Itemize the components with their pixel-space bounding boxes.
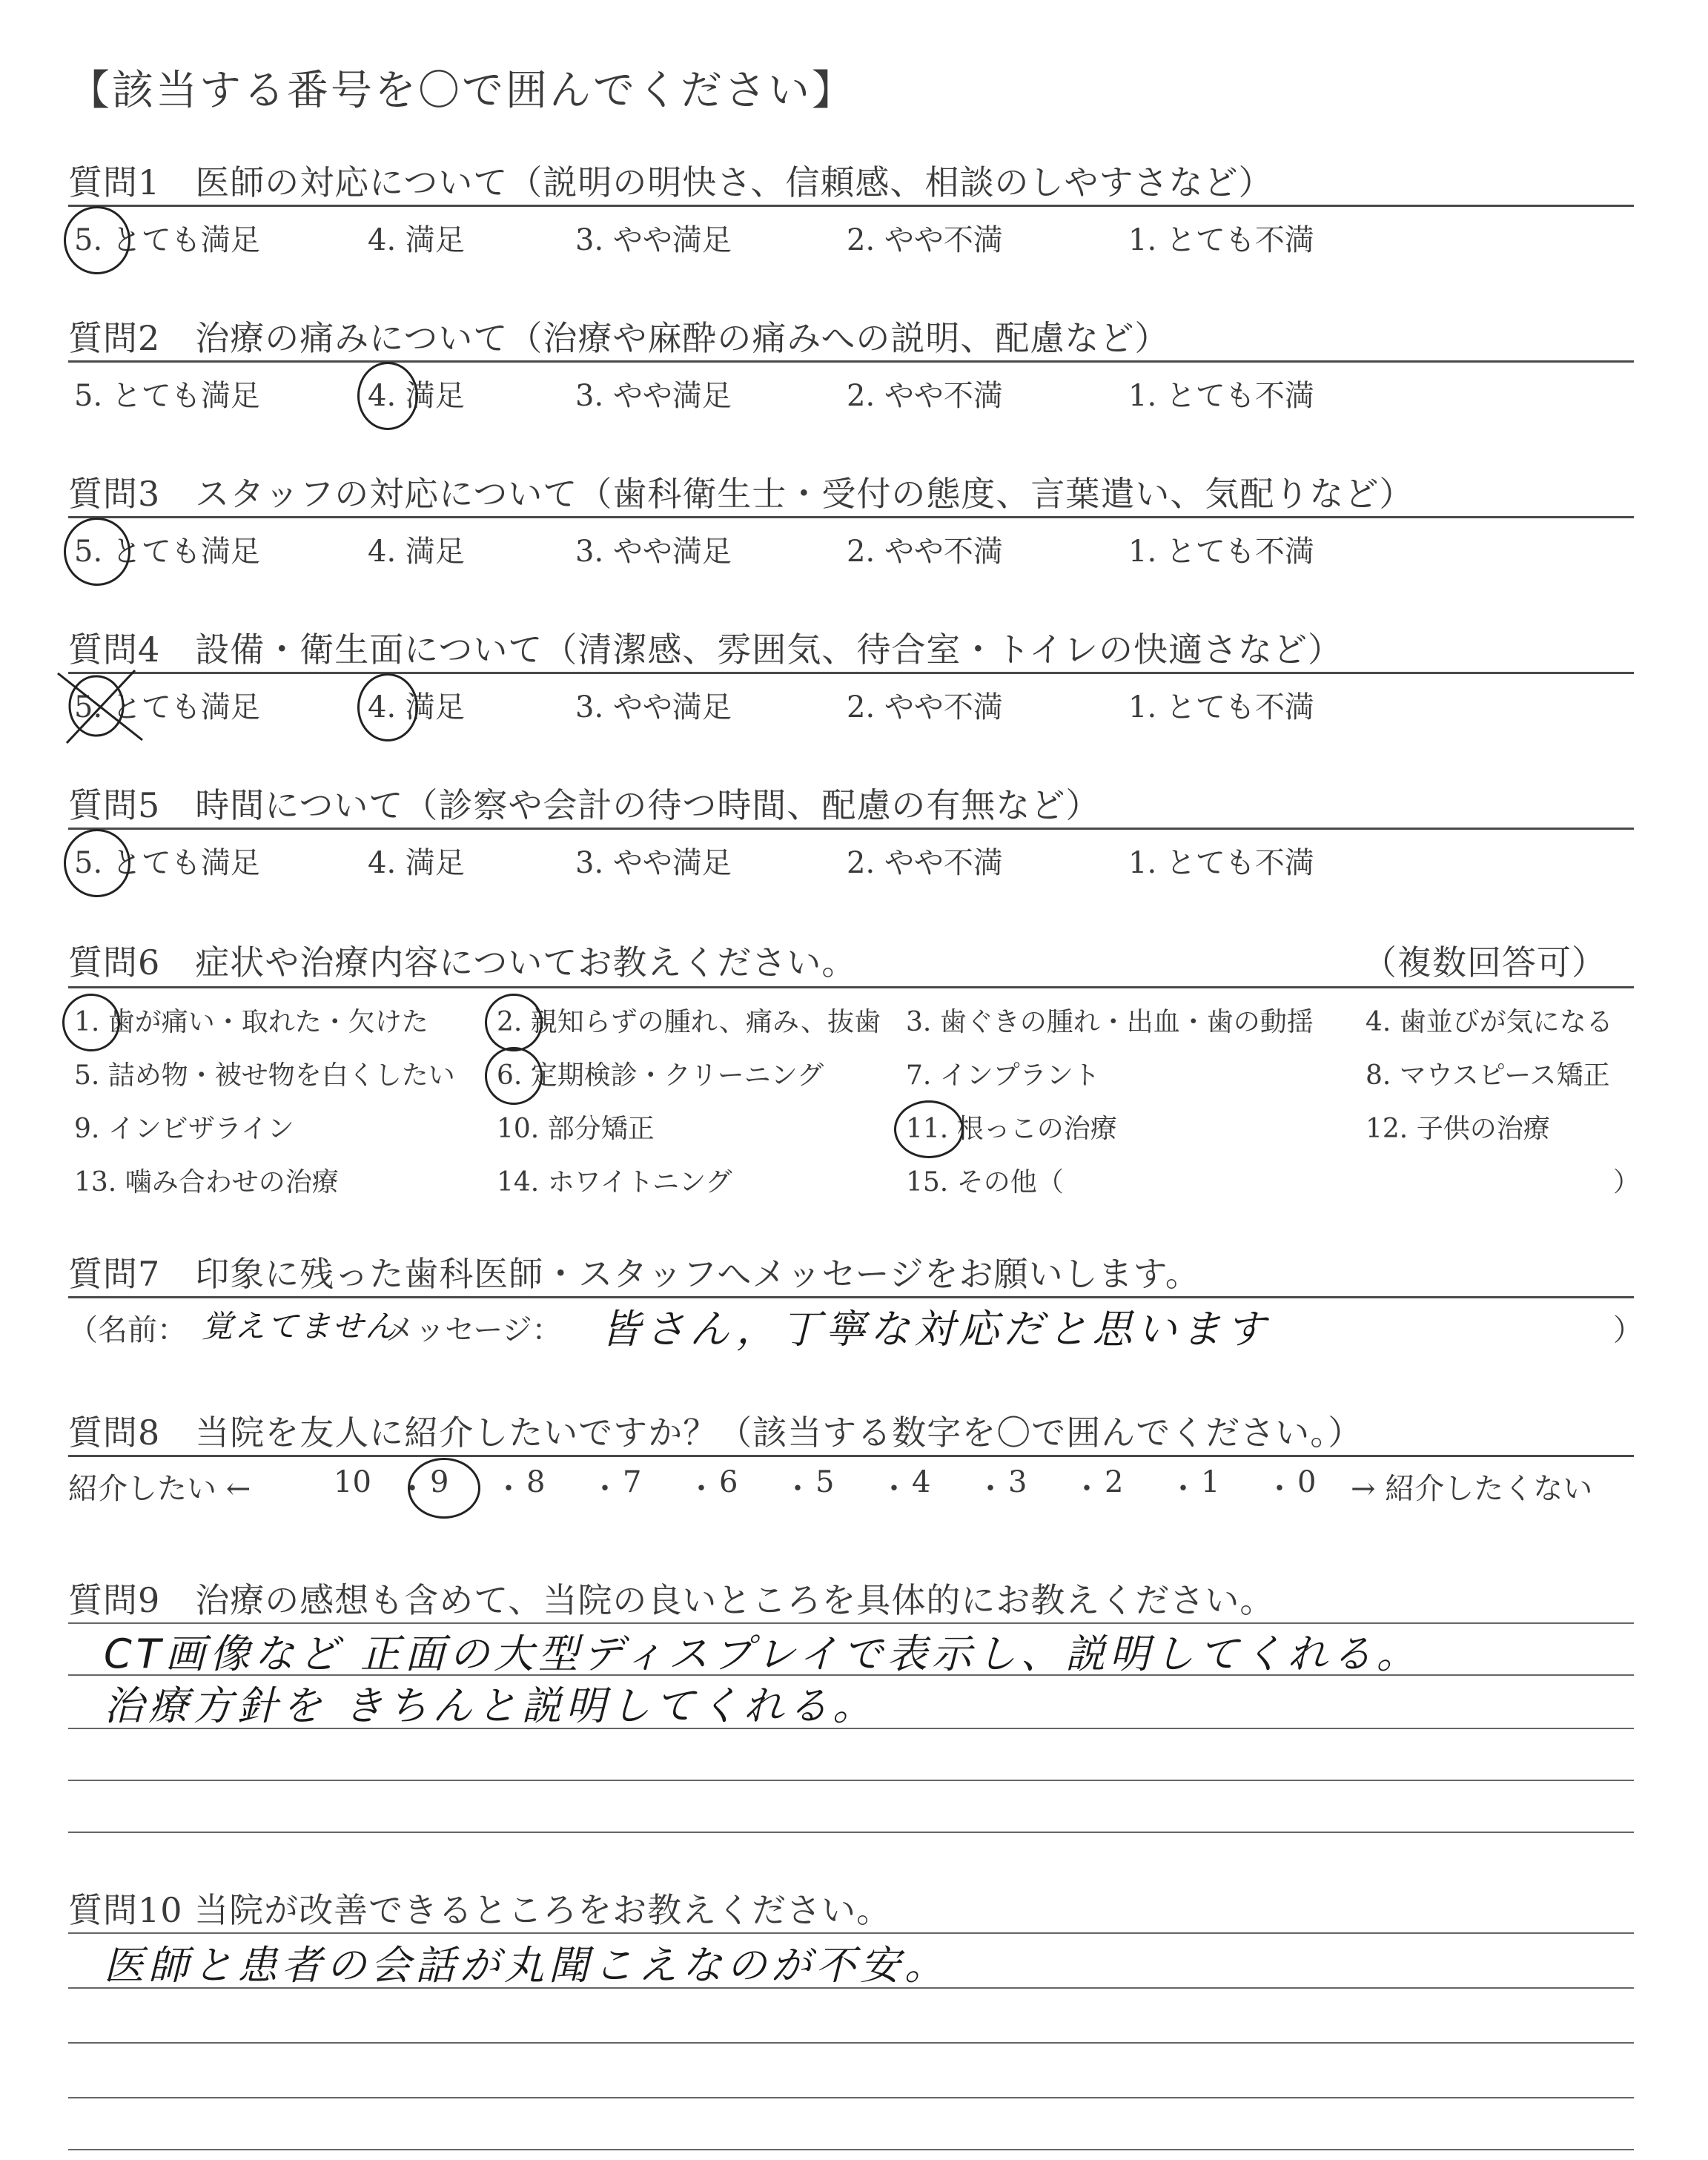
q8-scale-3[interactable]: 3 — [1008, 1465, 1027, 1499]
q2-option-5[interactable]: 5. とても満足 — [74, 379, 260, 413]
q6-selected-circle-1 — [62, 994, 120, 1051]
q6-option-11[interactable]: 11. 根っこの治療 — [906, 1114, 1117, 1144]
q8-scale-dot: ・ — [1072, 1472, 1102, 1506]
q6-option-15[interactable]: 15. その他（ — [906, 1167, 1064, 1198]
q8-title: 質問8 当院を友人に紹介したいですか？（該当する数字を〇で囲んでください。） — [68, 1413, 1363, 1453]
q7-name-value[interactable]: 覚えてません — [202, 1308, 398, 1344]
q6-option-5[interactable]: 5. 詰め物・被せ物を白くしたい — [74, 1060, 455, 1091]
q8-rule — [68, 1455, 1634, 1457]
q8-scale-dot: ・ — [1265, 1472, 1294, 1506]
q5-option-3[interactable]: 3. やや満足 — [575, 846, 732, 880]
q5-selected-circle — [64, 829, 130, 897]
q8-scale-7[interactable]: 7 — [623, 1465, 642, 1499]
q8-scale-dot: ・ — [976, 1472, 1005, 1506]
q1-option-5[interactable]: 5. とても満足 — [74, 223, 260, 257]
q10-title: 質問10 当院が改善できるところをお教えください。 — [68, 1890, 892, 1930]
q8-scale-6[interactable]: 6 — [719, 1465, 738, 1499]
q2-option-1[interactable]: 1. とても不満 — [1128, 379, 1314, 413]
q6-selected-circle-2 — [485, 994, 543, 1051]
q1-option-3[interactable]: 3. やや満足 — [575, 223, 732, 257]
q2-selected-circle — [357, 362, 418, 430]
q3-option-3[interactable]: 3. やや満足 — [575, 535, 732, 569]
q2-title: 質問2 治療の痛みについて（治療や麻酔の痛みへの説明、配慮など） — [68, 318, 1170, 358]
q4-option-3[interactable]: 3. やや満足 — [575, 690, 732, 724]
q8-scale-2[interactable]: 2 — [1105, 1465, 1124, 1499]
q4-title: 質問4 設備・衛生面について（清潔感、雰囲気、待合室・トイレの快適さなど） — [68, 630, 1343, 670]
q8-left-label: 紹介したい ← — [68, 1472, 251, 1506]
q3-rule — [68, 516, 1634, 518]
q6-option-9[interactable]: 9. インビザライン — [74, 1114, 294, 1144]
q4-option-5[interactable]: 5. とても満足 — [74, 690, 260, 724]
q2-option-3[interactable]: 3. やや満足 — [575, 379, 732, 413]
q8-scale-0[interactable]: 0 — [1297, 1465, 1317, 1499]
q3-option-4[interactable]: 4. 満足 — [368, 535, 465, 569]
q6-option-14[interactable]: 14. ホワイトニング — [497, 1167, 732, 1198]
q10-answer-rule — [68, 2042, 1634, 2044]
q9-answer-line-2[interactable]: 治療方針を きちんと説明してくれる。 — [104, 1682, 878, 1729]
q4-selected-circle — [357, 673, 418, 742]
q9-answer-line-1[interactable]: CT画像など 正面の大型ディスプレイで表示し、説明してくれる。 — [104, 1631, 1421, 1677]
q8-scale-dot: ・ — [397, 1472, 427, 1506]
q4-option-1[interactable]: 1. とても不満 — [1128, 690, 1314, 724]
q5-title: 質問5 時間について（診察や会計の待つ時間、配慮の有無など） — [68, 785, 1101, 825]
q1-selected-circle — [64, 206, 130, 274]
q1-option-4[interactable]: 4. 満足 — [368, 223, 465, 257]
q8-scale-1[interactable]: 1 — [1201, 1465, 1220, 1499]
q2-rule — [68, 360, 1634, 363]
q6-option-10[interactable]: 10. 部分矯正 — [497, 1114, 655, 1144]
q5-option-5[interactable]: 5. とても満足 — [74, 846, 260, 880]
q7-message-label: メッセージ： — [385, 1313, 562, 1347]
q4-option-4[interactable]: 4. 満足 — [368, 690, 465, 724]
q8-scale-4[interactable]: 4 — [912, 1465, 931, 1499]
q10-answer-line-1[interactable]: 医師と患者の会話が丸聞こえなのが不安。 — [104, 1942, 949, 1989]
q6-option-12[interactable]: 12. 子供の治療 — [1366, 1114, 1550, 1144]
q8-scale-dot: ・ — [1168, 1472, 1198, 1506]
q7-name-label: （名前： — [68, 1313, 187, 1347]
q6-selected-circle-6 — [485, 1047, 543, 1105]
q6-selected-circle-11 — [894, 1100, 964, 1158]
q5-option-1[interactable]: 1. とても不満 — [1128, 846, 1314, 880]
q8-scale-dot: ・ — [686, 1472, 716, 1506]
q6-option-6[interactable]: 6. 定期検診・クリーニング — [497, 1060, 824, 1091]
q6-option-8[interactable]: 8. マウスピース矯正 — [1366, 1060, 1610, 1091]
q3-selected-circle — [64, 518, 130, 586]
q3-option-5[interactable]: 5. とても満足 — [74, 535, 260, 569]
q1-rule — [68, 205, 1634, 207]
q8-selected-circle — [408, 1458, 480, 1519]
q10-answer-rule — [68, 2149, 1634, 2150]
q8-scale-9[interactable]: 9 — [430, 1465, 449, 1499]
q8-scale-dot: ・ — [879, 1472, 909, 1506]
q6-option-4[interactable]: 4. 歯並びが気になる — [1366, 1007, 1613, 1037]
q9-answer-rule — [68, 1832, 1634, 1833]
q6-title: 質問6 症状や治療内容についてお教えください。 — [68, 942, 857, 982]
page-heading: 【該当する番号を〇で囲んでください】 — [68, 67, 855, 115]
q6-rule — [68, 986, 1634, 988]
q8-scale-5[interactable]: 5 — [815, 1465, 835, 1499]
q9-answer-rule — [68, 1780, 1634, 1781]
q8-right-label: → 紹介したくない — [1351, 1472, 1593, 1506]
q6-option-16: ） — [1613, 1167, 1641, 1198]
q9-title: 質問9 治療の感想も含めて、当院の良いところを具体的にお教えください。 — [68, 1580, 1275, 1620]
q8-scale-8[interactable]: 8 — [526, 1465, 546, 1499]
q4-option-2[interactable]: 2. やや不満 — [847, 690, 1003, 724]
q5-option-2[interactable]: 2. やや不満 — [847, 846, 1003, 880]
q3-title: 質問3 スタッフの対応について（歯科衛生士・受付の態度、言葉遣い、気配りなど） — [68, 474, 1414, 514]
q4-crossed-out-mark — [52, 660, 148, 749]
q7-message-value[interactable]: 皆さん，丁寧な対応だと思います — [600, 1306, 1271, 1353]
q3-option-1[interactable]: 1. とても不満 — [1128, 535, 1314, 569]
q3-option-2[interactable]: 2. やや不満 — [847, 535, 1003, 569]
q6-note: （複数回答可） — [1363, 942, 1606, 982]
q2-option-4[interactable]: 4. 満足 — [368, 379, 465, 413]
q2-option-2[interactable]: 2. やや不満 — [847, 379, 1003, 413]
q6-option-7[interactable]: 7. インプラント — [906, 1060, 1100, 1091]
q6-option-1[interactable]: 1. 歯が痛い・取れた・欠けた — [74, 1007, 428, 1037]
q8-scale-dot: ・ — [494, 1472, 523, 1506]
q1-option-2[interactable]: 2. やや不満 — [847, 223, 1003, 257]
q6-option-2[interactable]: 2. 親知らずの腫れ、痛み、抜歯 — [497, 1007, 881, 1037]
q5-option-4[interactable]: 4. 満足 — [368, 846, 465, 880]
q7-title: 質問7 印象に残った歯科医師・スタッフへメッセージをお願いします。 — [68, 1254, 1200, 1294]
q8-scale-dot: ・ — [590, 1472, 620, 1506]
q8-scale-dot: ・ — [783, 1472, 812, 1506]
q6-option-13[interactable]: 13. 噛み合わせの治療 — [74, 1167, 339, 1198]
q5-rule — [68, 828, 1634, 830]
q4-rule — [68, 672, 1634, 674]
q8-scale-10[interactable]: 10 — [334, 1465, 371, 1499]
q7-close: ） — [1613, 1313, 1643, 1347]
q10-answer-rule — [68, 2097, 1634, 2098]
q1-title: 質問1 医師の対応について（説明の明快さ、信頼感、相談のしやすさなど） — [68, 162, 1274, 202]
q6-option-3[interactable]: 3. 歯ぐきの腫れ・出血・歯の動揺 — [906, 1007, 1314, 1037]
q1-option-1[interactable]: 1. とても不満 — [1128, 223, 1314, 257]
